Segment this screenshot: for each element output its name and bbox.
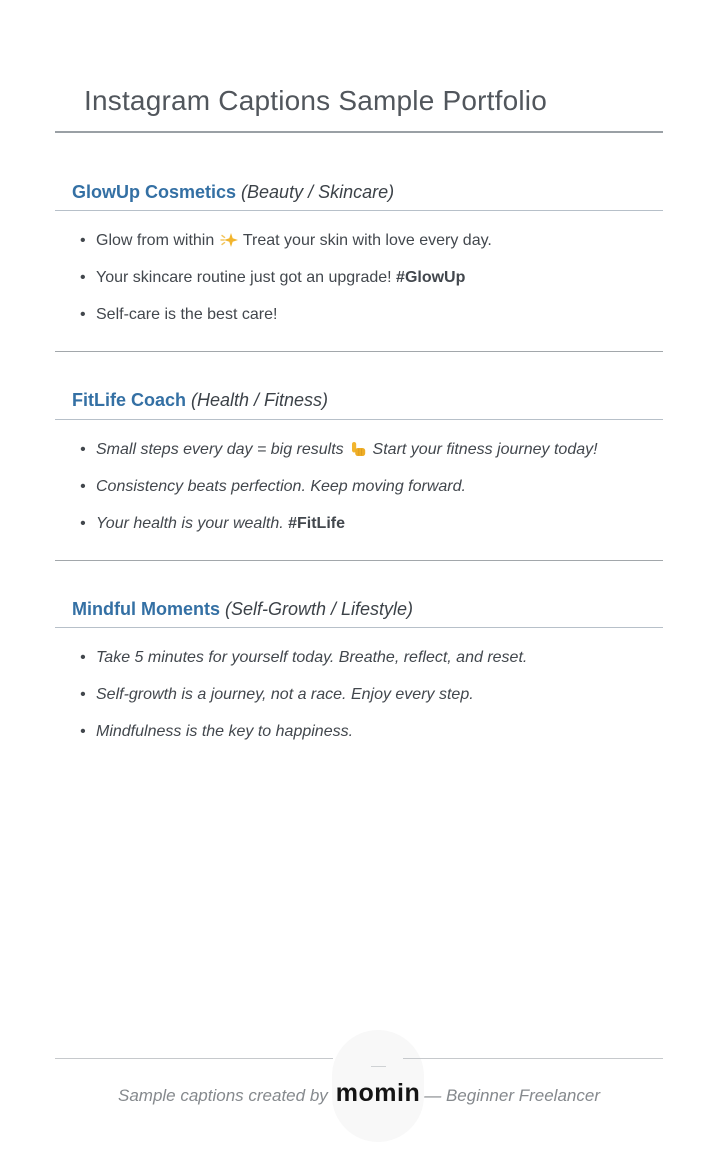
caption-text: Glow from within — [96, 232, 219, 250]
footer-divider-gap — [333, 1058, 403, 1070]
caption-text: Self-growth is a journey, not a race. Enjoy every step. — [96, 686, 474, 704]
caption-text: Self-care is the best care! — [96, 306, 278, 324]
caption-text: Treat your skin with love every day. — [238, 232, 492, 250]
caption-item — [75, 685, 663, 704]
footer-divider — [55, 1058, 663, 1070]
section-heading — [72, 390, 663, 412]
caption-item — [75, 231, 663, 250]
caption-item — [75, 722, 663, 741]
document-page — [0, 84, 716, 741]
caption-text: Consistency beats perfection. Keep moving forward. — [96, 477, 466, 495]
section-category: (Beauty / Skincare) — [241, 181, 395, 202]
footer-credit-prefix: Sample captions created by — [117, 1086, 328, 1105]
page-footer — [55, 1058, 663, 1106]
caption-list — [75, 231, 663, 324]
section-heading — [72, 182, 663, 204]
section-category: (Health / Fitness) — [191, 390, 329, 411]
caption-text: Small steps every day = big results — [96, 440, 349, 458]
section-glowup-cosmetics — [55, 182, 663, 353]
caption-item — [75, 268, 663, 287]
section-brand-name: Mindful Moments — [72, 598, 220, 619]
caption-text: Your skincare routine just got an upgrade! — [96, 269, 397, 287]
hashtag: #GlowUp — [396, 269, 466, 287]
title-divider — [55, 131, 663, 133]
footer-divider-left — [55, 1058, 333, 1059]
section-brand-name: FitLife Coach — [72, 390, 187, 411]
section-brand-name: GlowUp Cosmetics — [72, 181, 237, 202]
caption-item — [75, 305, 663, 324]
footer-credit — [55, 1081, 663, 1106]
heading-divider — [55, 419, 663, 420]
caption-text: Start your fitness journey today! — [368, 440, 598, 458]
page-title: Instagram Captions Sample Portfolio — [84, 85, 547, 116]
footer-divider-right — [403, 1058, 663, 1059]
heading-divider — [55, 627, 663, 628]
thumbs-up-icon — [349, 440, 367, 458]
section-category: (Self-Growth / Lifestyle) — [224, 598, 414, 619]
caption-text: Mindfulness is the key to happiness. — [96, 723, 354, 741]
caption-list — [75, 440, 663, 533]
heading-divider — [55, 210, 663, 211]
footer-divider-dash — [371, 1066, 386, 1067]
footer-credit-suffix: — Beginner Freelancer — [424, 1086, 600, 1105]
sparkles-icon — [220, 231, 238, 249]
section-fitlife-coach — [55, 390, 663, 561]
hashtag: #FitLife — [288, 514, 345, 532]
caption-text: Your health is your wealth. — [96, 514, 289, 532]
caption-item — [75, 648, 663, 667]
caption-text: Take 5 minutes for yourself today. Breathe, reflect, and reset. — [96, 649, 528, 667]
caption-list — [75, 648, 663, 741]
momin-logo: momin — [335, 1079, 421, 1107]
section-heading — [72, 599, 663, 621]
section-divider — [55, 560, 663, 561]
caption-item — [75, 477, 663, 496]
caption-item — [75, 440, 663, 459]
section-mindful-moments — [55, 599, 663, 742]
section-divider — [55, 351, 663, 352]
caption-item — [75, 514, 663, 533]
